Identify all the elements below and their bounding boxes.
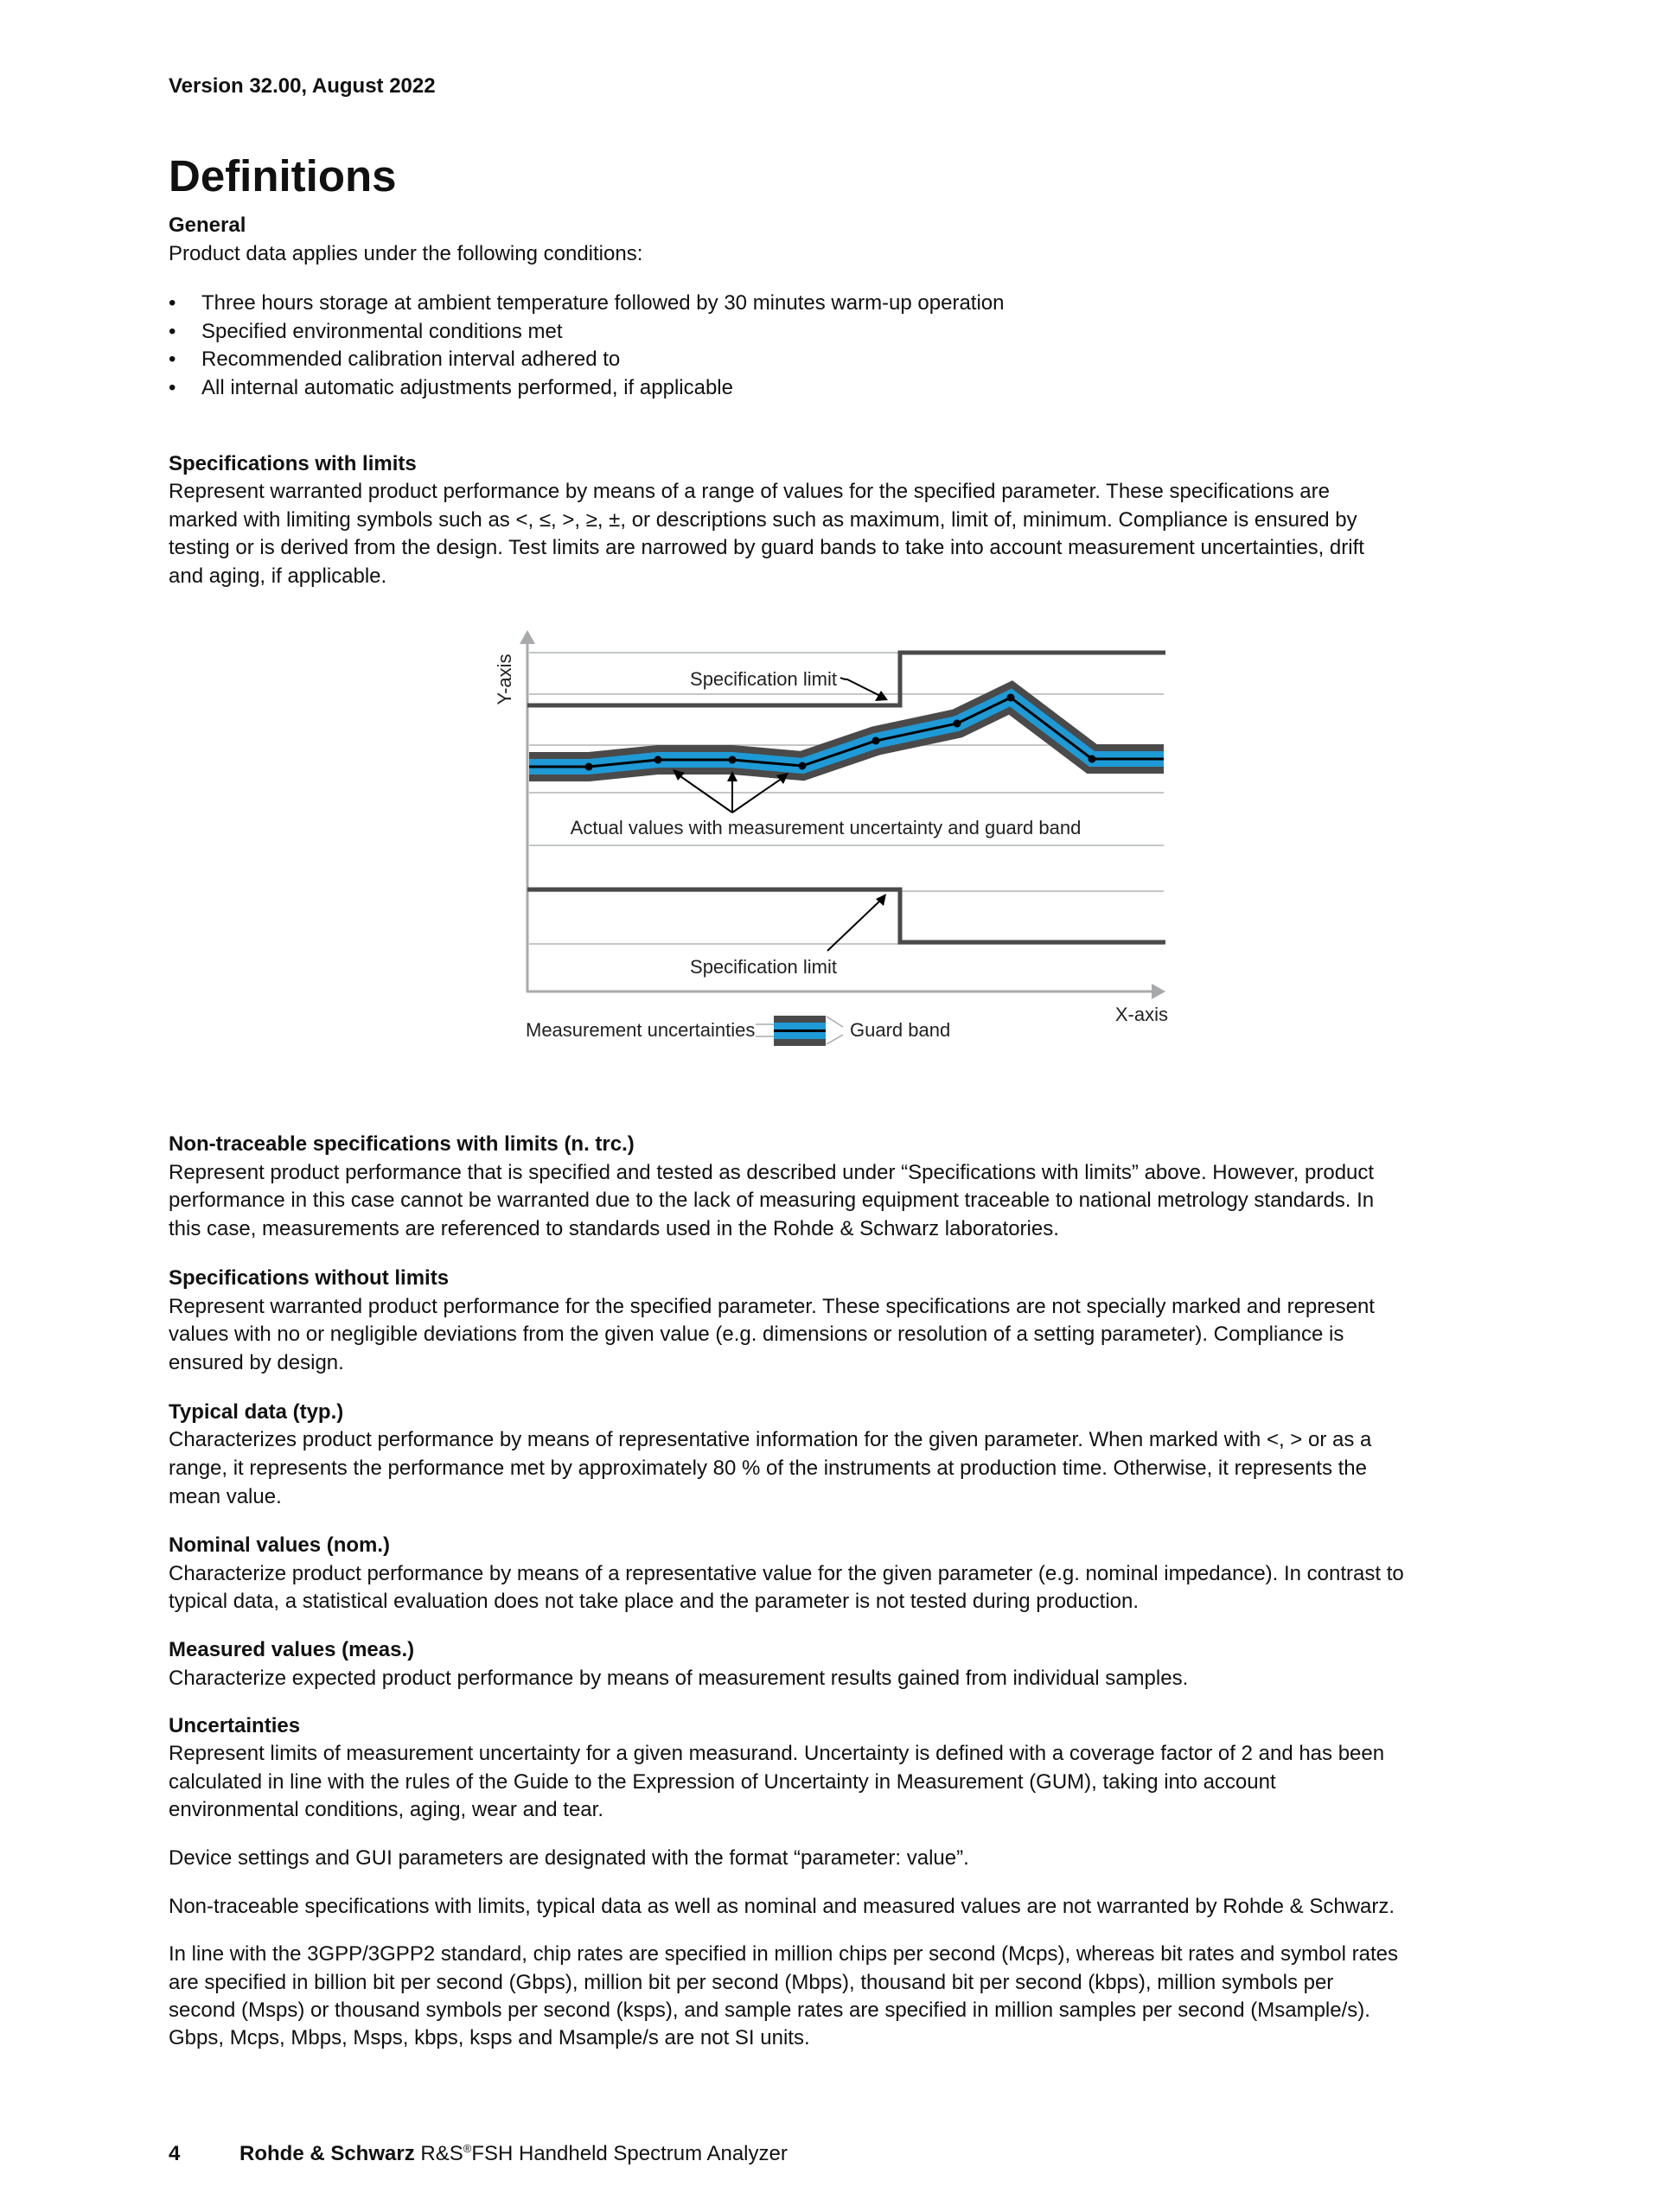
footer-brand: Rohde & Schwarz bbox=[239, 2142, 415, 2165]
section-heading-uncertainties: Uncertainties bbox=[169, 1714, 301, 1737]
paragraph-line: values with no or negligible deviations from the given value (e.g. dimensions or resolution of a setting parameter). Compliance is bbox=[169, 1323, 1344, 1346]
registered-mark: ® bbox=[463, 2142, 472, 2155]
general-intro: Product data applies under the following conditions: bbox=[169, 242, 643, 265]
not-warranted-note: Non-traceable specifications with limits, typical data as well as nominal and measured values are not warranted by Rohde & Schwarz. bbox=[169, 1895, 1395, 1918]
data-points bbox=[585, 694, 1096, 771]
paragraph-line: marked with limiting symbols such as <, ≤, >, ≥, ±, or descriptions such as maximum, limit of, minimum. Compliance is ensured by bbox=[169, 508, 1357, 532]
paragraph-line: Characterize product performance by means of a representative value for the given parameter (e.g. nominal impedance). In contrast to bbox=[169, 1562, 1404, 1585]
version-header: Version 32.00, August 2022 bbox=[169, 74, 436, 98]
page-footer bbox=[169, 2142, 788, 2166]
paragraph-line: are specified in billion bit per second (Gbps), million bit per second (Mbps), thousand bit per second (kbps), million symbols per bbox=[169, 1971, 1334, 1994]
section-heading-general: General bbox=[169, 214, 246, 237]
lower-spec-arrow bbox=[827, 894, 886, 951]
paragraph-line: Represent limits of measurement uncertainty for a given measurand. Uncertainty is defined with a coverage factor of 2 and has been bbox=[169, 1742, 1385, 1765]
legend-swatch bbox=[756, 1016, 843, 1046]
actual-values-band bbox=[529, 698, 1164, 767]
paragraph-line: Represent product performance that is specified and tested as described under “Specifications with limits” above. However, product bbox=[169, 1161, 1375, 1184]
axes bbox=[520, 630, 1165, 999]
lower-spec-limit-label: Specification limit bbox=[690, 956, 837, 978]
actual-values-arrows bbox=[673, 769, 788, 813]
conditions-list bbox=[169, 290, 1005, 402]
paragraph-line: range, it represents the performance met by approximately 80 % of the instruments at production time. Otherwise, it represents the bbox=[169, 1457, 1367, 1480]
upper-spec-arrow bbox=[840, 678, 888, 701]
y-axis-label: Y-axis bbox=[494, 653, 515, 705]
paragraph-line: calculated in line with the rules of the Guide to the Expression of Uncertainty in Measurement (GUM), taking into account bbox=[169, 1770, 1276, 1794]
paragraph-line: environmental conditions, aging, wear and tear. bbox=[169, 1798, 603, 1821]
section-heading-spec-without-limits: Specifications without limits bbox=[169, 1266, 450, 1290]
x-axis-label: X-axis bbox=[1114, 1004, 1168, 1025]
list-item: • Specified environmental conditions met bbox=[169, 318, 1005, 347]
legend-guard-band-label: Guard band bbox=[850, 1019, 951, 1041]
section-heading-measured: Measured values (meas.) bbox=[169, 1638, 415, 1661]
upper-spec-limit-label: Specification limit bbox=[690, 668, 837, 690]
paragraph-line: Represent warranted product performance for the specified parameter. These specifications are not specially marked and represent bbox=[169, 1295, 1375, 1318]
section-heading-spec-with-limits: Specifications with limits bbox=[169, 452, 417, 475]
page-number: 4 bbox=[169, 2142, 181, 2165]
section-heading-typical: Typical data (typ.) bbox=[169, 1400, 344, 1424]
paragraph-line: this case, measurements are referenced to standards used in the Rohde & Schwarz laboratories. bbox=[169, 1217, 1059, 1240]
legend-uncertainties-label: Measurement uncertainties bbox=[526, 1019, 756, 1041]
paragraph-line: ensured by design. bbox=[169, 1351, 344, 1374]
footer-product-name: FSH Handheld Spectrum Analyzer bbox=[471, 2142, 788, 2165]
paragraph-line: mean value. bbox=[169, 1485, 282, 1508]
page-title: Definitions bbox=[169, 151, 397, 201]
gridlines bbox=[529, 653, 1164, 944]
list-item: • All internal automatic adjustments performed, if applicable bbox=[169, 374, 1005, 403]
device-settings-note: Device settings and GUI parameters are designated with the format “parameter: value”. bbox=[169, 1846, 969, 1870]
list-item: • Recommended calibration interval adhered to bbox=[169, 346, 1005, 374]
paragraph-line: and aging, if applicable. bbox=[169, 564, 387, 588]
section-heading-nominal: Nominal values (nom.) bbox=[169, 1533, 391, 1557]
upper-spec-limit bbox=[527, 653, 1165, 705]
paragraph-line: Characterize expected product performance by means of measurement results gained from individual samples. bbox=[169, 1667, 1189, 1690]
footer-product-prefix: R&S bbox=[420, 2142, 463, 2165]
lower-spec-limit bbox=[527, 889, 1165, 942]
paragraph-line: second (Msps) or thousand symbols per second (ksps), and sample rates are specified in million samples per second (Msample/s). bbox=[169, 1998, 1370, 2022]
paragraph-line: In line with the 3GPP/3GPP2 standard, chip rates are specified in million chips per second (Mcps), whereas bit rates and symbol rates bbox=[169, 1942, 1399, 1966]
section-heading-non-traceable: Non-traceable specifications with limits (n. trc.) bbox=[169, 1132, 635, 1156]
actual-values-label: Actual values with measurement uncertainty and guard band bbox=[570, 817, 1082, 838]
paragraph-line: typical data, a statistical evaluation does not take place and the parameter is not tested during production. bbox=[169, 1590, 1140, 1613]
paragraph-line: Represent warranted product performance by means of a range of values for the specified parameter. These specifications are bbox=[169, 480, 1330, 503]
paragraph-line: Gbps, Mcps, Mbps, Msps, kbps, ksps and Msample/s are not SI units. bbox=[169, 2026, 810, 2049]
paragraph-line: performance in this case cannot be warranted due to the lack of measuring equipment traceable to national metrology standards. In bbox=[169, 1189, 1375, 1212]
paragraph-line: Characterizes product performance by means of representative information for the given parameter. When marked with <, > or as a bbox=[169, 1428, 1372, 1451]
paragraph-line: testing or is derived from the design. Test limits are narrowed by guard bands to take into account measurement uncertainties, drift bbox=[169, 536, 1364, 559]
list-item: • Three hours storage at ambient temperature followed by 30 minutes warm-up operation bbox=[169, 290, 1005, 318]
